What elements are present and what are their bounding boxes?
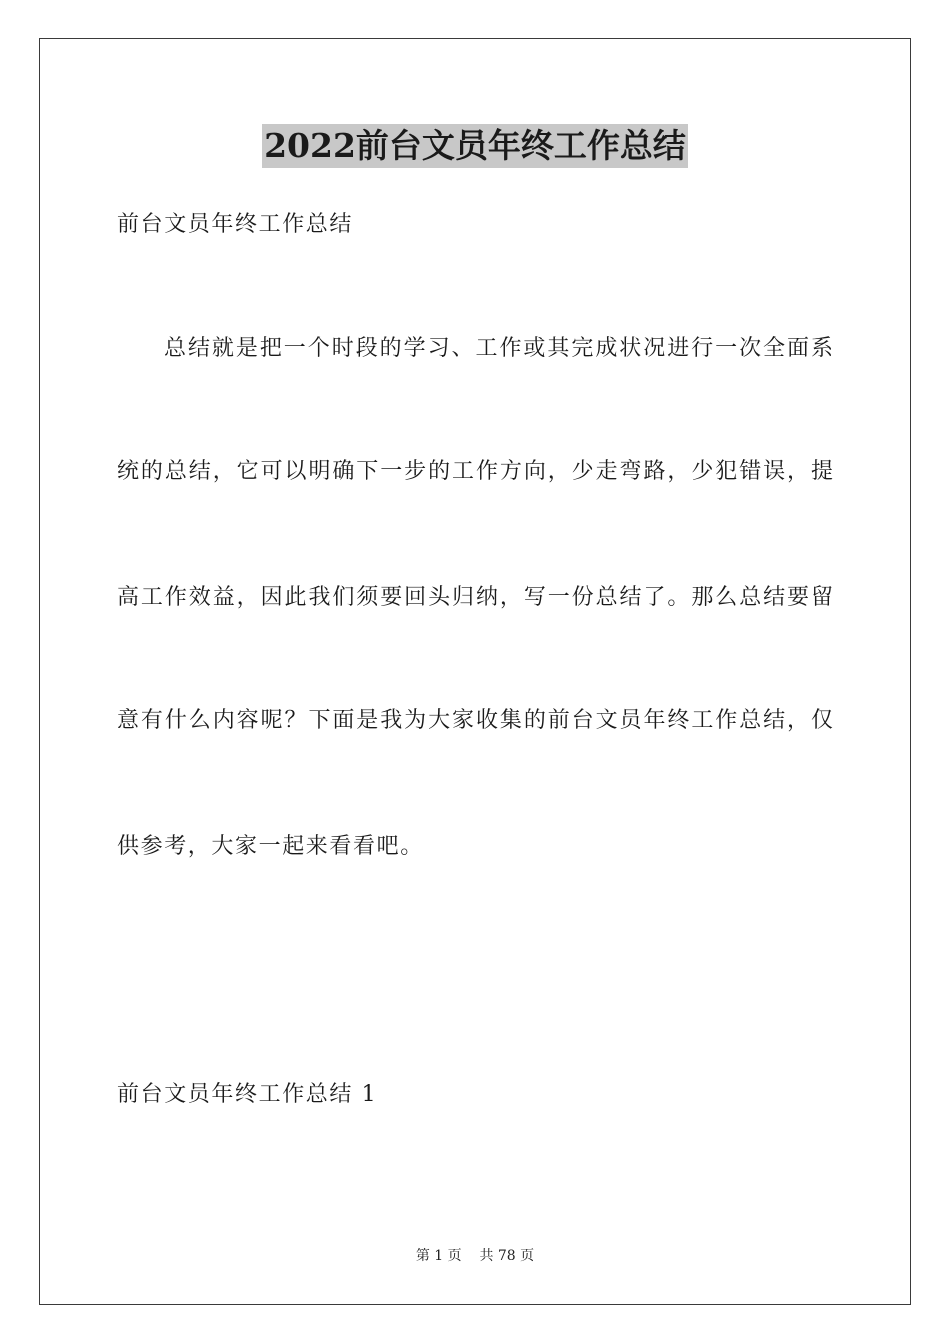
intro-line-1: 总结就是把一个时段的学习、工作或其完成状况进行一次全面系	[164, 336, 833, 361]
document-title: 2022前台文员年终工作总结	[262, 124, 688, 168]
intro-line-3: 高工作效益，因此我们须要回头归纳，写一份总结了。那么总结要留	[117, 585, 833, 610]
intro-line-2: 统的总结，它可以明确下一步的工作方向，少走弯路，少犯错误，提	[117, 459, 833, 484]
section-heading: 前台文员年终工作总结 1	[117, 1082, 378, 1107]
page-total: 共 78 页	[479, 1248, 535, 1264]
document-subtitle: 前台文员年终工作总结	[117, 212, 354, 237]
title-container	[0, 124, 950, 168]
intro-line-5: 供参考，大家一起来看看吧。	[117, 834, 424, 859]
page-footer	[0, 1246, 950, 1266]
page-number: 第 1 页	[415, 1248, 462, 1264]
intro-line-4: 意有什么内容呢？下面是我为大家收集的前台文员年终工作总结，仅	[117, 708, 833, 733]
